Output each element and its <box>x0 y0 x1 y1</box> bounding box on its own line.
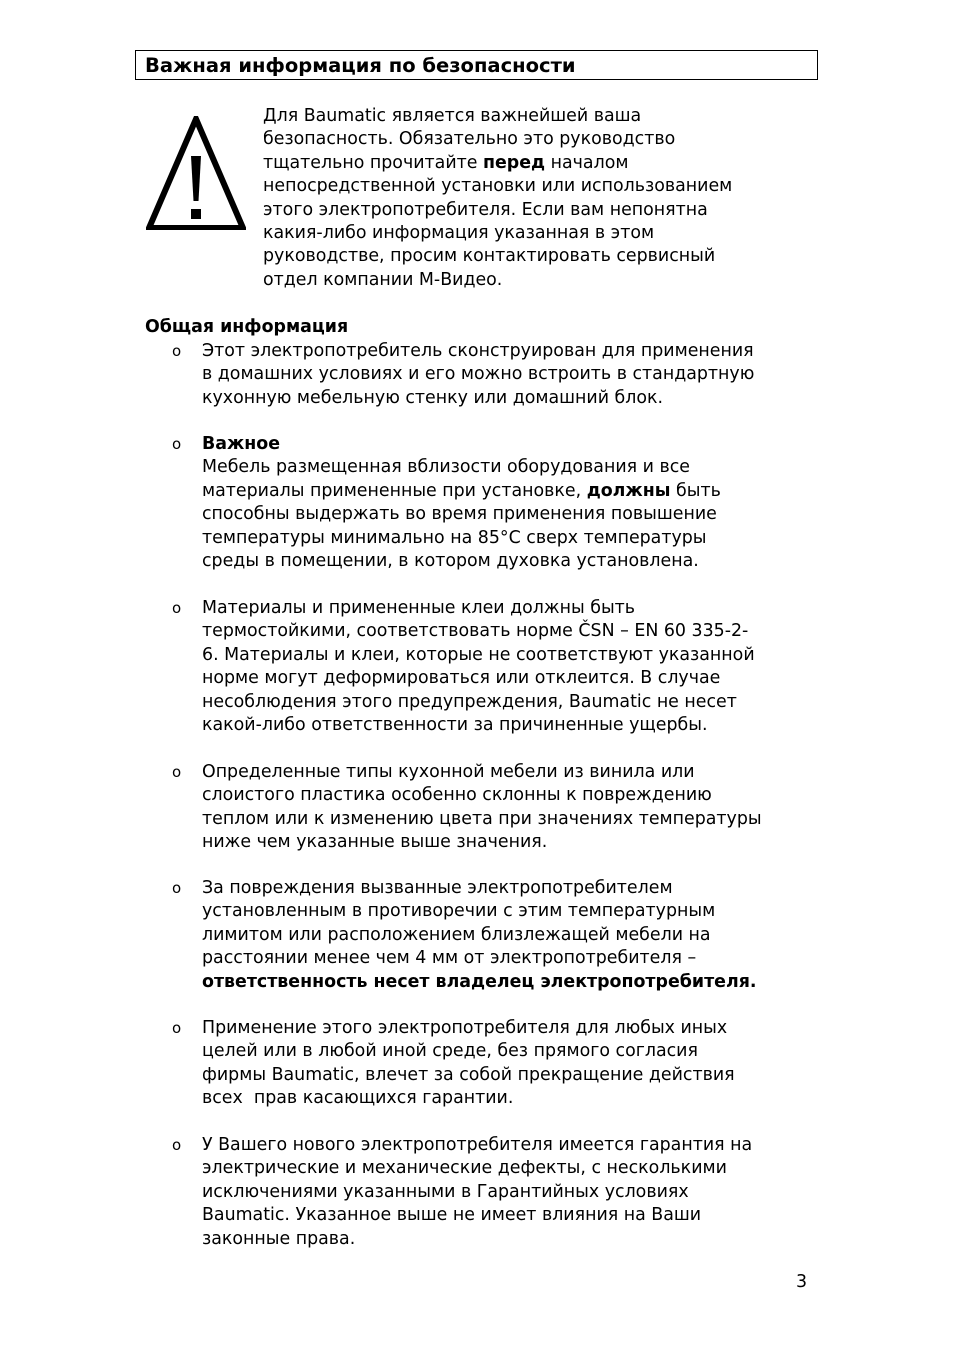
list-item-line: ниже чем указанные выше значения. <box>202 832 548 853</box>
list-item-line: Baumatic. Указанное выше не имеет влияния на Ваши <box>202 1205 702 1226</box>
bullet-marker: o <box>172 1019 182 1037</box>
intro-line: какия-либо информация указанная в этом <box>263 223 655 244</box>
list-item-line: фирмы Baumatic, влечет за собой прекращение действия <box>202 1064 735 1085</box>
page-title: Важная информация по безопасности <box>135 50 818 80</box>
bullet-marker: o <box>172 435 182 453</box>
emphasis-text: перед <box>482 152 546 173</box>
intro-line: отдел компании М-Видео. <box>263 269 503 290</box>
bullet-marker: o <box>172 879 182 897</box>
warning-triangle-icon <box>146 116 246 230</box>
list-item-line: исключениями указанными в Гарантийных условиях <box>202 1181 689 1202</box>
bullet-marker: o <box>172 599 182 617</box>
list-item-line: несоблюдения этого предупреждения, Baumatic не несет <box>202 691 737 712</box>
list-item-line: лимитом или расположением близлежащей мебели на <box>202 924 711 945</box>
list-item-line: расстоянии менее чем 4 мм от электропотребителя – <box>202 948 697 969</box>
list-item-line: Применение этого электропотребителя для любых иных <box>202 1018 728 1038</box>
intro-line: непосредственной установки или использованием <box>263 176 733 197</box>
list-item-line: Мебель размещенная вблизости оборудования и все <box>202 457 690 478</box>
list-item-line: среды в помещении, в котором духовка установлена. <box>202 551 699 572</box>
page-number: 3 <box>796 1272 808 1292</box>
list-item-line: способны выдержать во время применения повышение <box>202 504 717 525</box>
list-item-line: Определенные типы кухонной мебели из винила или <box>202 762 695 782</box>
list-item-line: теплом или к изменению цвета при значениях температуры <box>202 808 762 829</box>
bullet-marker: o <box>172 342 182 360</box>
list-item-heading: Важное <box>202 434 281 454</box>
list-item-line: электрические и механические дефекты, с несколькими <box>202 1158 727 1179</box>
list-item-line: слоистого пластика особенно склонны к повреждению <box>202 785 712 806</box>
intro-paragraph <box>263 105 803 292</box>
list-item-line: целей или в любой иной среде, без прямого согласия <box>202 1041 698 1062</box>
list-item-line: законные права. <box>202 1228 356 1249</box>
list-item-line: всех прав касающихся гарантии. <box>202 1088 514 1109</box>
list-item-line: Материалы и примененные клеи должны быть <box>202 598 636 618</box>
intro-line: Для Baumatic является важнейшей ваша <box>263 106 642 126</box>
section-heading-general: Общая информация <box>145 317 349 337</box>
bullet-marker: o <box>172 1136 182 1154</box>
intro-line: безопасность. Обязательно это руководство <box>263 129 676 150</box>
list-item-line: температуры минимально на 85°C сверх температуры <box>202 527 707 548</box>
list-item-line: какой-либо ответственности за причиненные ущербы. <box>202 715 708 736</box>
list-item-line: кухонную мебельную стенку или домашний блок. <box>202 387 664 408</box>
emphasis-text: ответственность несет владелец электропотребителя. <box>202 971 757 992</box>
emphasis-text: должны <box>586 480 671 501</box>
list-item-line: норме могут деформироваться или отклеится. В случае <box>202 668 721 689</box>
intro-line: руководстве, просим контактировать сервисный <box>263 246 716 267</box>
list-item-line: в домашних условиях и его можно встроить в стандартную <box>202 364 755 385</box>
list-item-line: 6. Материалы и клеи, которые не соответствуют указанной <box>202 644 755 665</box>
list-item-line: Этот электропотребитель сконструирован для применения <box>202 341 754 361</box>
list-item-line: термостойкими, соответствовать норме ČSN – EN 60 335-2- <box>202 621 749 642</box>
intro-line: этого электропотребителя. Если вам непонятна <box>263 199 708 220</box>
intro-line: тщательно прочитайте перед началом <box>263 152 629 173</box>
list-item-line: У Вашего нового электропотребителя имеется гарантия на <box>202 1135 753 1155</box>
list-item-line: материалы примененные при установке, должны быть <box>202 480 721 501</box>
list-item-line: За повреждения вызванные электропотребителем <box>202 878 673 898</box>
bullet-marker: o <box>172 763 182 781</box>
list-item-line: установленным в противоречии с этим температурным <box>202 901 716 922</box>
